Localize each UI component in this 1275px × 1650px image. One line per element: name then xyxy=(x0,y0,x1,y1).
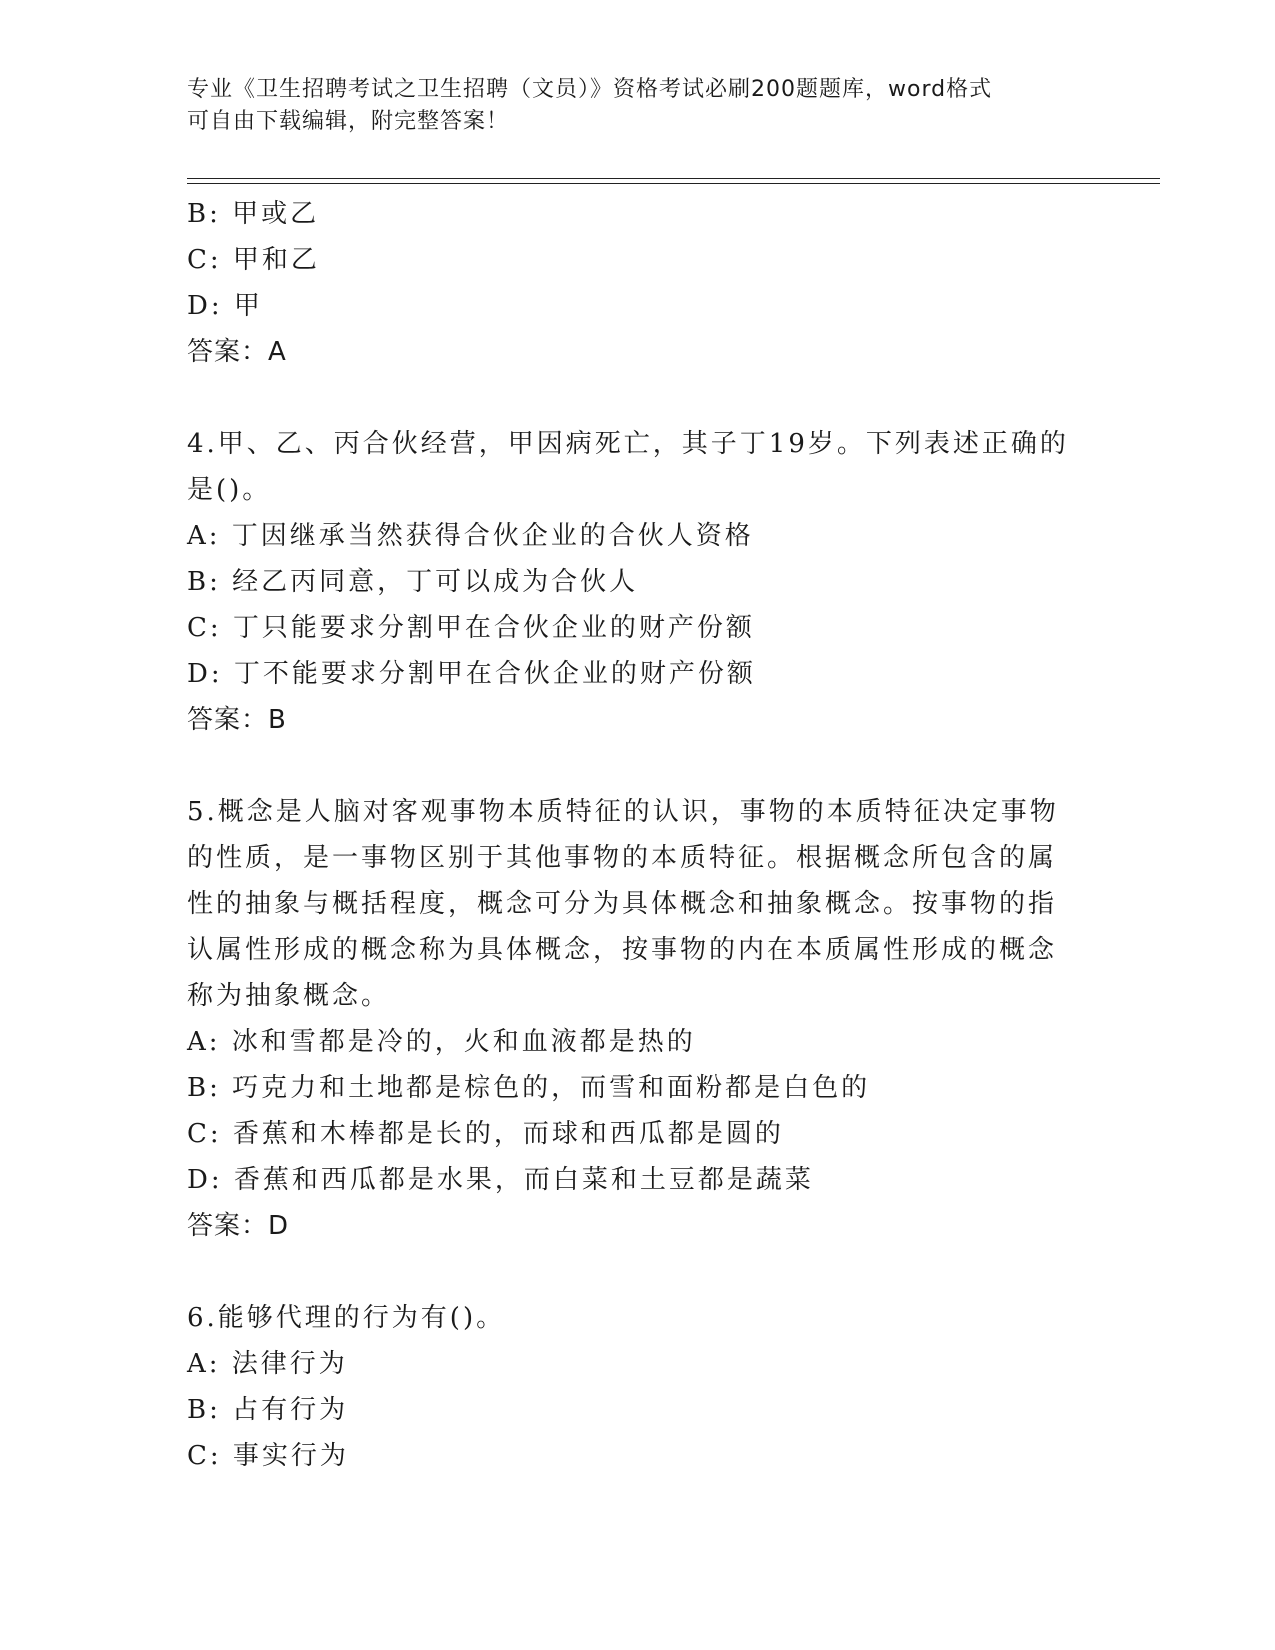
option-c: C: 香蕉和木棒都是长的，而球和西瓜都是圆的 xyxy=(187,1119,784,1149)
question-stem: 性的抽象与概括程度，概念可分为具体概念和抽象概念。按事物的指 xyxy=(187,889,1058,919)
spacer xyxy=(187,743,1087,789)
option-c: C: 丁只能要求分割甲在合伙企业的财产份额 xyxy=(187,613,755,643)
header-line-2: 可自由下载编辑，附完整答案！ xyxy=(187,109,510,134)
question-3-block xyxy=(187,191,1087,375)
spacer xyxy=(187,1249,1087,1295)
option-b: B: 甲或乙 xyxy=(187,199,320,229)
option-d: D: 甲 xyxy=(187,291,263,321)
question-stem: 称为抽象概念。 xyxy=(187,981,391,1011)
option-b: B: 占有行为 xyxy=(187,1395,349,1425)
option-b: B: 经乙丙同意，丁可以成为合伙人 xyxy=(187,567,639,597)
question-stem: 的性质，是一事物区别于其他事物的本质特征。根据概念所包含的属 xyxy=(187,843,1058,873)
question-4-block xyxy=(187,421,1087,743)
question-stem: 是()。 xyxy=(187,475,272,505)
document-body xyxy=(187,191,1087,1479)
question-6-block xyxy=(187,1295,1087,1479)
document-header xyxy=(187,74,1087,138)
question-5-block xyxy=(187,789,1087,1249)
option-a: A: 冰和雪都是冷的，火和血液都是热的 xyxy=(187,1027,696,1057)
answer-line: 答案：A xyxy=(187,337,287,367)
option-d: D: 香蕉和西瓜都是水果，而白菜和土豆都是蔬菜 xyxy=(187,1165,814,1195)
question-stem: 认属性形成的概念称为具体概念，按事物的内在本质属性形成的概念 xyxy=(187,935,1058,965)
question-stem: 5.概念是人脑对客观事物本质特征的认识，事物的本质特征决定事物 xyxy=(187,797,1059,827)
header-line-1: 专业《卫生招聘考试之卫生招聘（文员）》资格考试必刷200题题库，word格式 xyxy=(187,77,993,102)
option-d: D: 丁不能要求分割甲在合伙企业的财产份额 xyxy=(187,659,756,689)
question-stem: 6.能够代理的行为有()。 xyxy=(187,1303,506,1333)
option-a: A: 法律行为 xyxy=(187,1349,348,1379)
spacer xyxy=(187,375,1087,421)
answer-line: 答案：B xyxy=(187,705,287,735)
option-b: B: 巧克力和土地都是棕色的，而雪和面粉都是白色的 xyxy=(187,1073,871,1103)
question-stem: 4.甲、乙、丙合伙经营，甲因病死亡，其子丁19岁。下列表述正确的 xyxy=(187,429,1069,459)
header-divider-bottom xyxy=(187,183,1160,184)
option-a: A: 丁因继承当然获得合伙企业的合伙人资格 xyxy=(187,521,754,551)
answer-line: 答案：D xyxy=(187,1211,290,1241)
option-c: C: 甲和乙 xyxy=(187,245,320,275)
header-divider-top xyxy=(187,178,1160,179)
option-c: C: 事实行为 xyxy=(187,1441,349,1471)
